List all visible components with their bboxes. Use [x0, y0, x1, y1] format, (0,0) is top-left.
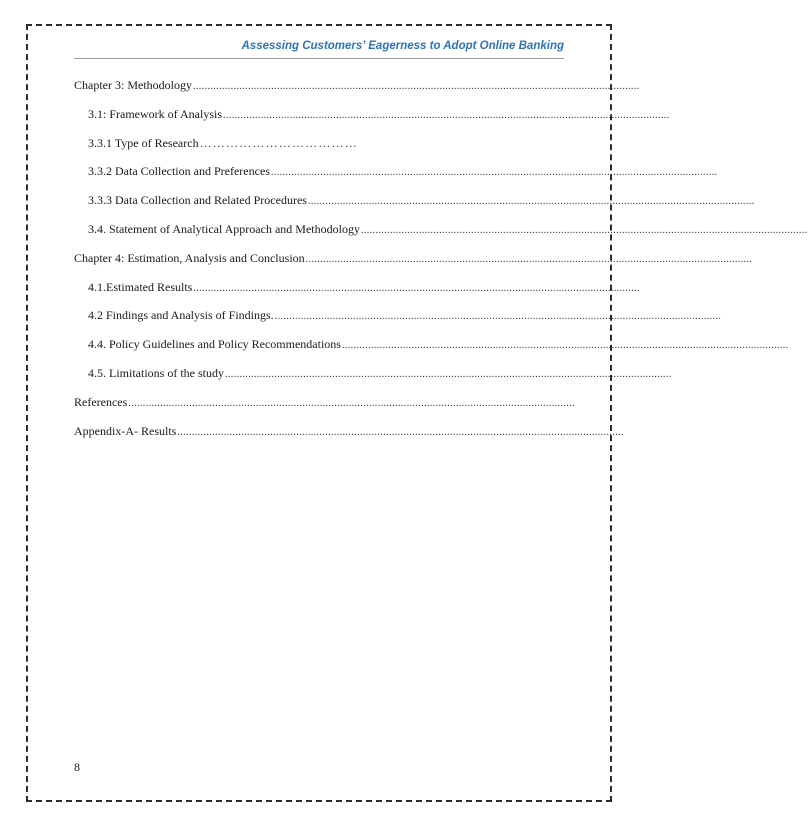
- toc-entry-4-1[interactable]: [74, 279, 640, 294]
- toc-entry-label: 3.3.1 Type of Research: [88, 135, 199, 150]
- toc-entry-label: 4.1.Estimated Results: [88, 279, 193, 294]
- header-rule: [74, 58, 564, 59]
- toc-entry-label: 4.2 Findings and Analysis of Findings.: [88, 308, 274, 323]
- toc-entry-appendix-a[interactable]: [74, 423, 624, 438]
- toc-entry-label: 3.4. Statement of Analytical Approach and Methodology: [88, 221, 360, 236]
- toc-entry-references[interactable]: [74, 394, 575, 409]
- toc-entry-3-3-1[interactable]: [74, 136, 486, 150]
- toc-entry-label: References: [74, 394, 128, 409]
- page-number: 8: [74, 760, 80, 774]
- dot-leader: ………………………………: [199, 135, 358, 150]
- toc-entry-3-3-3[interactable]: [74, 193, 755, 208]
- toc-entry-label: Chapter 3: Methodology: [74, 78, 192, 92]
- toc-entry-chapter-3[interactable]: [74, 78, 640, 92]
- dot-leader: ..........................................................................................................................................................: [192, 81, 640, 92]
- dot-leader: ..........................................................................................................................................................: [128, 397, 575, 409]
- dot-leader: ..........................................................................................................................................................: [177, 426, 624, 438]
- dot-leader: ..........................................................................................................................................................: [223, 109, 670, 121]
- running-header: Assessing Customers’ Eagerness to Adopt Online Banking: [241, 40, 564, 52]
- dot-leader: ..........................................................................................................................................................: [193, 282, 640, 294]
- dot-leader: ..........................................................................................................................................................: [305, 253, 753, 265]
- toc-entry-chapter-4[interactable]: [74, 250, 753, 265]
- toc-entry-label: Chapter 4: Estimation, Analysis and Conclusion: [74, 250, 305, 265]
- toc-entry-4-5[interactable]: [74, 365, 672, 380]
- table-of-contents: [74, 78, 808, 452]
- toc-entry-label: 3.3.3 Data Collection and Related Procedures: [88, 193, 307, 208]
- dot-leader: ..........................................................................................................................................................: [307, 196, 755, 208]
- dot-leader: ..........................................................................................................................................................: [341, 340, 789, 352]
- dot-leader: ..........................................................................................................................................................: [225, 368, 672, 380]
- toc-entry-label: 4.4. Policy Guidelines and Policy Recommendations: [88, 337, 341, 352]
- dot-leader: ..........................................................................................................................................................: [274, 311, 722, 323]
- toc-entry-label: 3.3.2 Data Collection and Preferences: [88, 164, 270, 179]
- toc-entry-label: Appendix-A- Results: [74, 423, 177, 438]
- toc-entry-3-1[interactable]: [74, 106, 670, 121]
- toc-entry-3-3-2[interactable]: [74, 164, 718, 179]
- toc-entry-label: 3.1: Framework of Analysis: [88, 106, 222, 121]
- toc-entry-4-2[interactable]: [74, 308, 722, 323]
- toc-entry-4-4[interactable]: [74, 337, 789, 352]
- toc-entry-label: 4.5. Limitations of the study: [88, 365, 224, 380]
- dot-leader: ..........................................................................................................................................................: [360, 224, 808, 236]
- toc-entry-3-4[interactable]: [74, 221, 808, 236]
- dot-leader: ..........................................................................................................................................................: [270, 167, 718, 179]
